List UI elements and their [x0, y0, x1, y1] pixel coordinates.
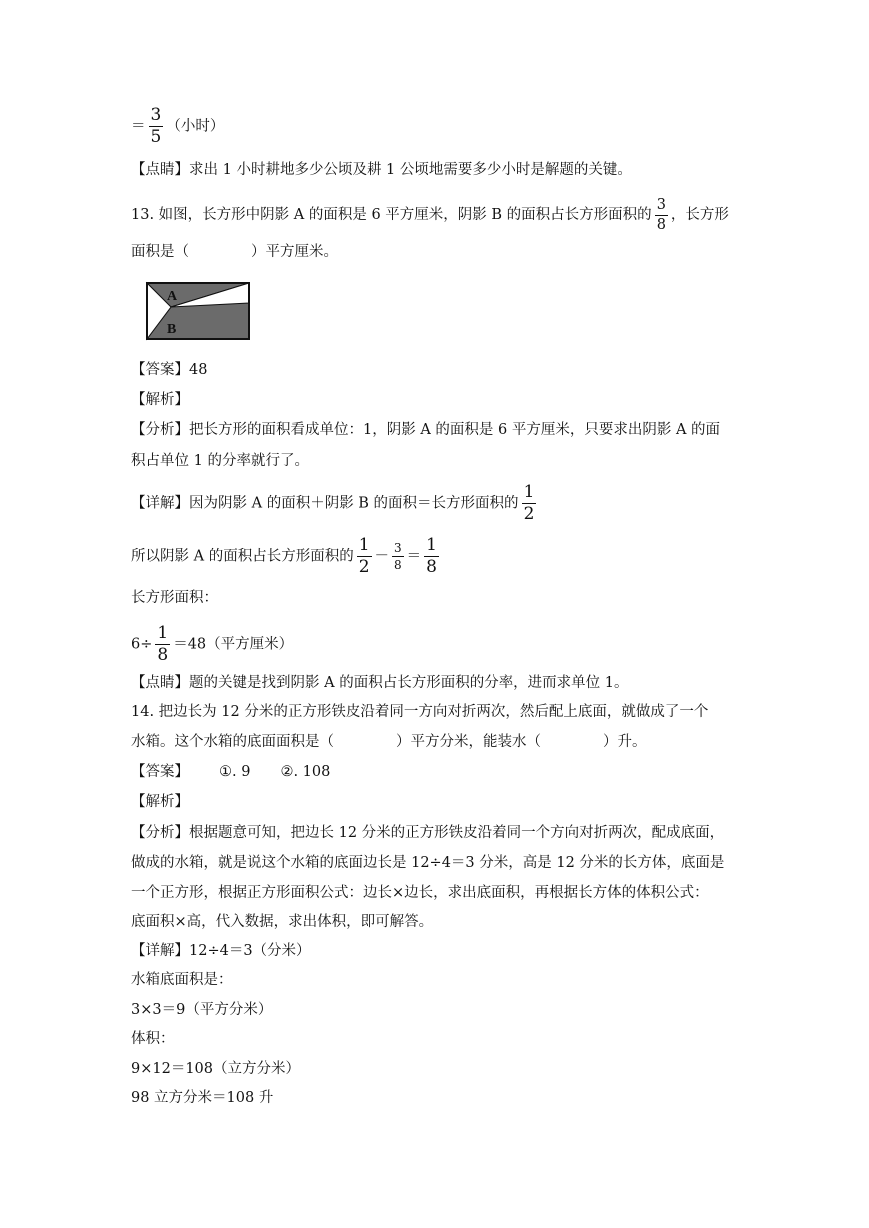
question-13-cont: 面积是（ ）平方厘米。 [131, 244, 338, 260]
analysis-text: 一个正方形，根据正方形面积公式：边长×边长，求出底面积，再根据长方体的体积公式： [131, 885, 709, 901]
answer-13: 【答案】48 [131, 362, 208, 378]
detail-line: 3×3＝9（平方分米） [131, 1002, 273, 1018]
label-b: B [167, 322, 177, 337]
key-point: 【点睛】题的关键是找到阴影 A 的面积占长方形面积的分率，进而求单位 1。 [131, 675, 629, 691]
detail-line: 【详解】12÷4＝3（分米） [131, 943, 311, 959]
analysis-text: 底面积×高，代入数据，求出体积，即可解答。 [131, 914, 434, 930]
key-point: 【点睛】求出 1 小时耕地多少公顷及耕 1 公顷地需要多少小时是解题的关键。 [131, 162, 632, 178]
question-14: 14. 把边长为 12 分米的正方形铁皮沿着同一方向对折两次，然后配上底面，就做成了一个 [131, 704, 709, 720]
fraction: $\frac{3}{8}$ [656, 197, 666, 233]
analysis-heading: 【解析】 [131, 794, 189, 810]
fraction: $\frac{1}{2}$ [523, 482, 535, 524]
equals-sign: ＝ [131, 118, 146, 135]
unit-text: （小时） [166, 118, 225, 135]
answer-line [131, 107, 224, 146]
detail-line: 所以阴影 A 的面积占长方形面积的 $\frac{1}{2}$ － $\frac{3}{8}$ ＝ $\frac{1}{8}$ [131, 535, 437, 577]
fraction: $\frac{1}{2}$ [358, 535, 370, 577]
detail-line: 长方形面积： [131, 590, 218, 606]
analysis-text: 做成的水箱，就是说这个水箱的底面边长是 12÷4＝3 分米，高是 12 分米的长方体，底面是 [131, 855, 725, 871]
question-13: 13. 如图，长方形中阴影 A 的面积是 6 平方厘米，阴影 B 的面积占长方形面积的 $\frac{3}{8}$ ，长方形 [131, 197, 729, 233]
fraction: $\frac{1}{8}$ [157, 623, 169, 665]
detail-line: 水箱底面积是： [131, 972, 233, 988]
analysis-text: 积占单位 1 的分率就行了。 [131, 453, 309, 469]
detail-line: 6÷ $\frac{1}{8}$ ＝48（平方厘米） [131, 623, 294, 665]
fraction: $\frac{1}{8}$ [426, 535, 437, 577]
detail-line: 体积： [131, 1031, 175, 1047]
rectangle-figure [145, 281, 251, 343]
analysis-text: 【分析】把长方形的面积看成单位：1，阴影 A 的面积是 6 平方厘米，只要求出阴影 A 的面 [131, 422, 721, 438]
label-a: A [167, 289, 178, 304]
detail-line: 9×12＝108（立方分米） [131, 1061, 301, 1077]
detail-line: 98 立方分米＝108 升 [131, 1090, 274, 1106]
fraction: $\frac{3}{5}$ [150, 105, 162, 147]
analysis-text: 【分析】根据题意可知，把边长 12 分米的正方形铁皮沿着同一个方向对折两次，配成底面， [131, 825, 725, 841]
answer-14: 【答案】 ①. 9 ②. 108 [131, 764, 331, 780]
question-14-cont: 水箱。这个水箱的底面面积是（ ）平方分米，能装水（ ）升。 [131, 734, 647, 750]
detail-line: 【详解】因为阴影 A 的面积＋阴影 B 的面积＝长方形面积的 $\frac{1}{2}$ [131, 482, 535, 524]
fraction: $\frac{3}{8}$ [394, 541, 402, 572]
analysis-heading: 【解析】 [131, 392, 189, 408]
